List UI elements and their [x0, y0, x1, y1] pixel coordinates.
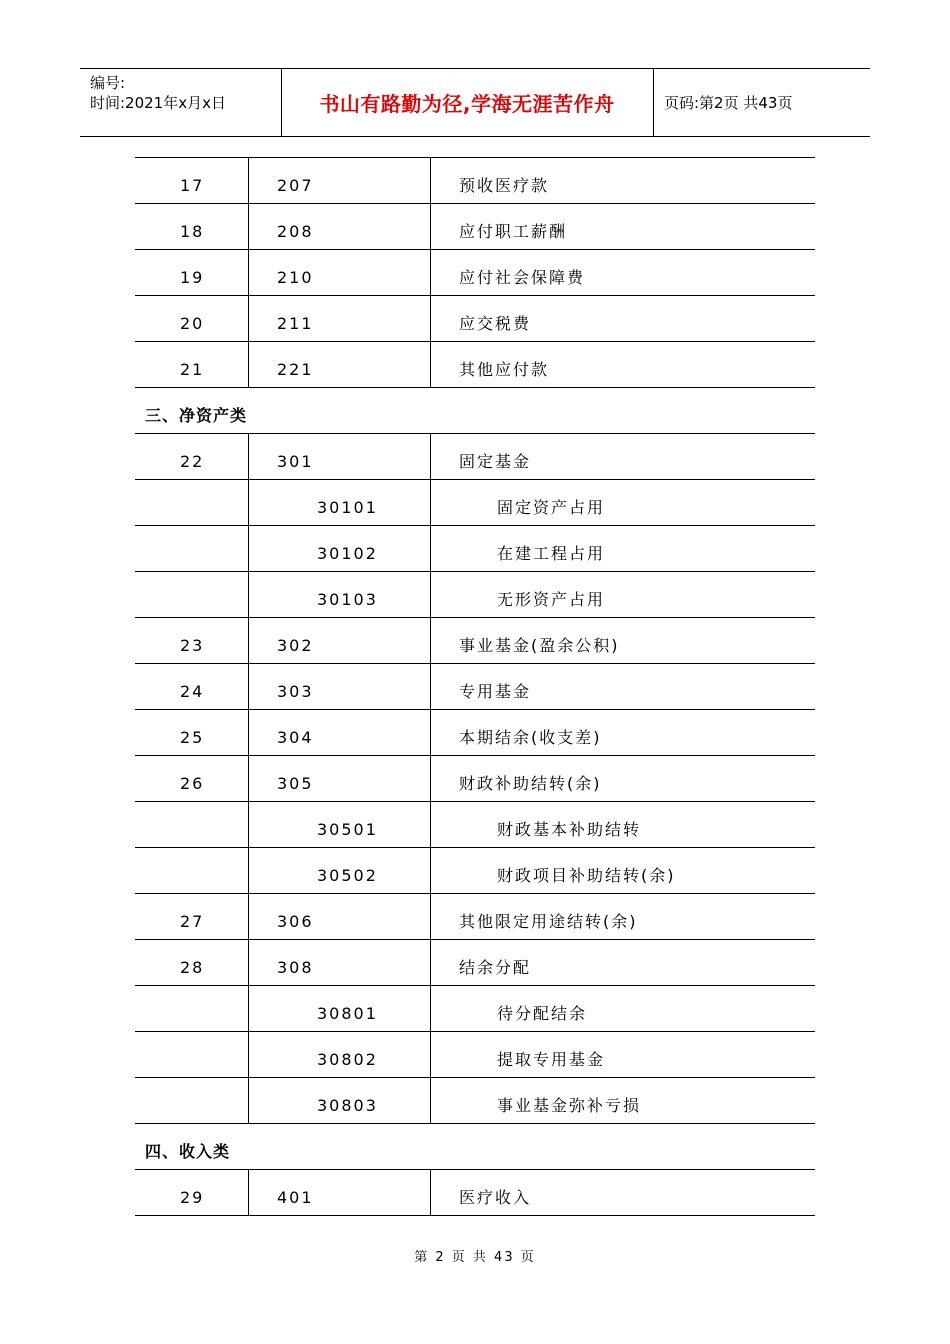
section-title: 四、收入类 [145, 1142, 231, 1161]
column-divider [248, 986, 249, 1031]
column-divider [430, 664, 431, 709]
table-row [135, 756, 815, 802]
account-name: 结余分配 [459, 958, 532, 977]
column-divider [430, 250, 431, 295]
account-code: 30501 [317, 820, 378, 839]
account-code: 221 [277, 360, 314, 379]
column-divider [248, 1170, 249, 1215]
table-row [135, 1170, 815, 1216]
account-name: 财政基本补助结转 [497, 820, 642, 839]
account-table [135, 157, 815, 1216]
account-code: 30801 [317, 1004, 378, 1023]
column-divider [430, 158, 431, 203]
account-name: 提取专用基金 [497, 1050, 606, 1069]
column-divider [248, 894, 249, 939]
account-name: 医疗收入 [459, 1188, 532, 1207]
table-row [135, 204, 815, 250]
column-divider [430, 480, 431, 525]
account-name: 事业基金弥补亏损 [497, 1096, 642, 1115]
column-divider [430, 848, 431, 893]
column-divider [430, 986, 431, 1031]
section-title: 三、净资产类 [145, 406, 248, 425]
row-number: 26 [180, 774, 205, 793]
account-name: 财政项目补助结转(余) [497, 866, 676, 885]
account-name: 应付社会保障费 [459, 268, 586, 287]
column-divider [248, 526, 249, 571]
account-code: 305 [277, 774, 314, 793]
column-divider [248, 434, 249, 479]
account-name: 财政补助结转(余) [459, 774, 602, 793]
account-name: 应付职工薪酬 [459, 222, 568, 241]
table-row [135, 1032, 815, 1078]
column-divider [430, 940, 431, 985]
account-name: 无形资产占用 [497, 590, 606, 609]
table-row [135, 940, 815, 986]
table-row [135, 158, 815, 204]
column-divider [430, 204, 431, 249]
column-divider [248, 848, 249, 893]
header-divider [653, 69, 654, 136]
account-code: 308 [277, 958, 314, 977]
row-number: 17 [180, 176, 205, 195]
table-row [135, 250, 815, 296]
column-divider [248, 572, 249, 617]
section-heading [135, 388, 815, 434]
account-code: 302 [277, 636, 314, 655]
column-divider [248, 296, 249, 341]
page-footer: 第 2 页 共 43 页 [414, 1250, 536, 1265]
column-divider [430, 342, 431, 387]
table-row [135, 296, 815, 342]
page-header [80, 68, 870, 137]
account-name: 其他限定用途结转(余) [459, 912, 638, 931]
column-divider [248, 618, 249, 663]
account-code: 30101 [317, 498, 378, 517]
column-divider [430, 802, 431, 847]
table-row [135, 802, 815, 848]
column-divider [248, 756, 249, 801]
column-divider [248, 250, 249, 295]
table-row [135, 894, 815, 940]
row-number: 19 [180, 268, 205, 287]
account-code: 30502 [317, 866, 378, 885]
header-meta [90, 73, 226, 113]
account-name: 固定资产占用 [497, 498, 606, 517]
account-name: 事业基金(盈余公积) [459, 636, 620, 655]
account-code: 30103 [317, 590, 378, 609]
table-row [135, 710, 815, 756]
account-code: 210 [277, 268, 314, 287]
account-code: 208 [277, 222, 314, 241]
column-divider [248, 1078, 249, 1123]
account-code: 207 [277, 176, 314, 195]
row-number: 22 [180, 452, 205, 471]
column-divider [430, 526, 431, 571]
table-row [135, 526, 815, 572]
column-divider [248, 342, 249, 387]
document-time-label: 时间:2021年x月x日 [90, 94, 226, 112]
row-number: 28 [180, 958, 205, 977]
account-code: 30803 [317, 1096, 378, 1115]
account-name: 应交税费 [459, 314, 532, 333]
column-divider [248, 158, 249, 203]
table-row [135, 434, 815, 480]
table-row [135, 1078, 815, 1124]
account-name: 本期结余(收支差) [459, 728, 602, 747]
table-row [135, 848, 815, 894]
account-name: 预收医疗款 [459, 176, 550, 195]
column-divider [430, 894, 431, 939]
header-page-info: 页码:第2页 共43页 [664, 94, 793, 112]
column-divider [248, 664, 249, 709]
column-divider [430, 1032, 431, 1077]
row-number: 20 [180, 314, 205, 333]
account-code: 30102 [317, 544, 378, 563]
table-row [135, 480, 815, 526]
row-number: 21 [180, 360, 205, 379]
account-name: 待分配结余 [497, 1004, 588, 1023]
account-name: 在建工程占用 [497, 544, 606, 563]
column-divider [430, 296, 431, 341]
column-divider [248, 480, 249, 525]
row-number: 23 [180, 636, 205, 655]
table-row [135, 342, 815, 388]
column-divider [430, 710, 431, 755]
account-name: 其他应付款 [459, 360, 550, 379]
row-number: 27 [180, 912, 205, 931]
account-code: 401 [277, 1188, 314, 1207]
column-divider [430, 1170, 431, 1215]
row-number: 25 [180, 728, 205, 747]
column-divider [430, 618, 431, 663]
table-row [135, 618, 815, 664]
table-row [135, 572, 815, 618]
column-divider [248, 710, 249, 755]
account-name: 固定基金 [459, 452, 532, 471]
account-code: 211 [277, 314, 314, 333]
table-row [135, 664, 815, 710]
column-divider [248, 940, 249, 985]
account-code: 301 [277, 452, 314, 471]
row-number: 29 [180, 1188, 205, 1207]
row-number: 18 [180, 222, 205, 241]
account-code: 304 [277, 728, 314, 747]
column-divider [430, 756, 431, 801]
account-code: 30802 [317, 1050, 378, 1069]
column-divider [248, 1032, 249, 1077]
column-divider [430, 1078, 431, 1123]
table-row [135, 986, 815, 1032]
column-divider [430, 434, 431, 479]
column-divider [430, 572, 431, 617]
account-code: 306 [277, 912, 314, 931]
document-number-label: 编号: [90, 74, 126, 92]
header-motto: 书山有路勤为径,学海无涯苦作舟 [319, 92, 615, 116]
column-divider [248, 204, 249, 249]
row-number: 24 [180, 682, 205, 701]
account-name: 专用基金 [459, 682, 532, 701]
account-code: 303 [277, 682, 314, 701]
column-divider [248, 802, 249, 847]
section-heading [135, 1124, 815, 1170]
